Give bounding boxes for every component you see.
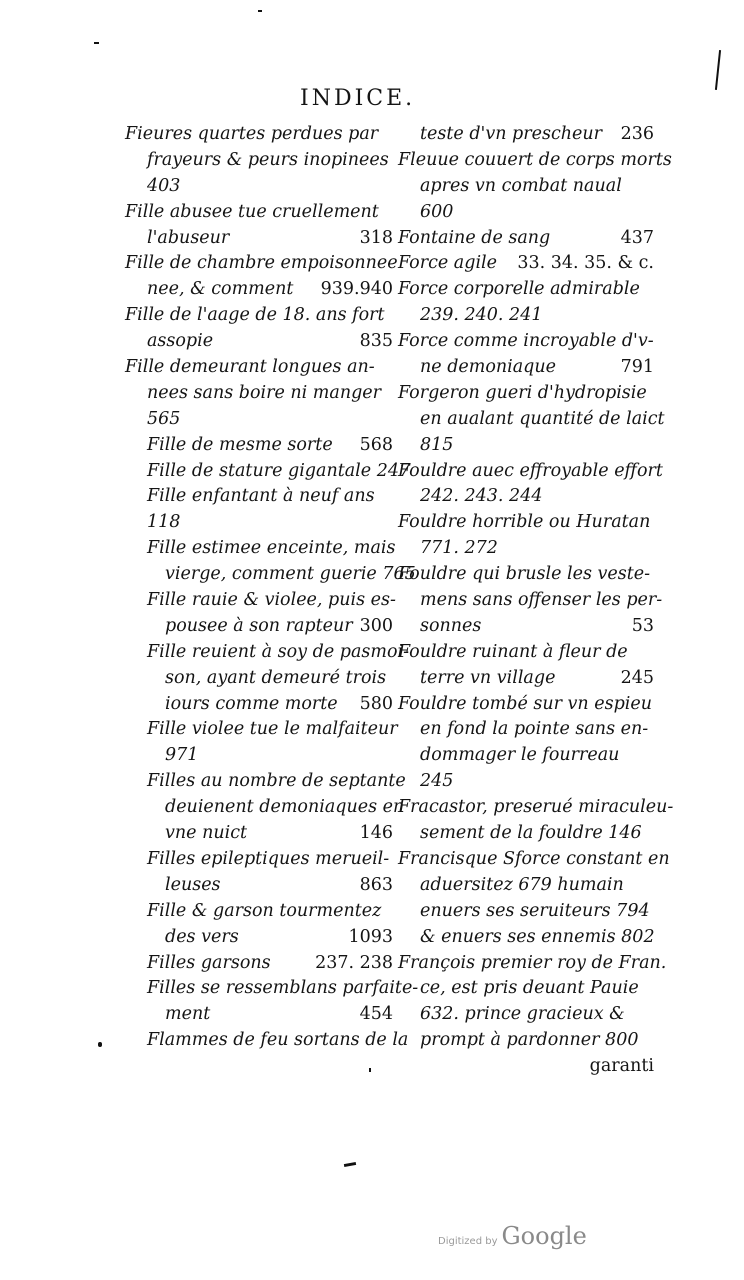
scan-speck — [258, 10, 262, 12]
index-entry: & enuers ses ennemis 802 — [420, 926, 655, 947]
index-entry: des vers 1093 — [165, 926, 393, 947]
index-entry: en fond la pointe sans en- — [420, 719, 649, 740]
index-entry: 118 — [147, 512, 181, 533]
index-entry: Fille de stature gigantale 247 — [147, 460, 411, 481]
index-entry: Fille de mesme sorte 568 — [147, 434, 393, 455]
index-entry: en aualant quantité de laict — [420, 408, 665, 429]
index-entry: pousee à son rapteur 300 — [165, 615, 393, 636]
index-entry: Fieures quartes perdues par — [125, 124, 379, 144]
index-entry: Fracastor, preserué miraculeu- — [398, 797, 674, 818]
index-entry: nee, & comment 939.940 — [147, 279, 393, 300]
right-column — [398, 122, 674, 1080]
index-entry: 565 — [147, 408, 181, 429]
index-entry: Fille rauie & violee, puis es- — [147, 590, 396, 611]
scan-speck — [344, 1162, 356, 1167]
index-entry: Fontaine de sang 437 — [398, 227, 654, 248]
index-entry: 632. prince gracieux & — [420, 1004, 625, 1025]
index-entry: Fouldre ruinant à fleur de — [398, 641, 628, 662]
index-entry: ce, est pris deuant Pauie — [420, 978, 639, 999]
digitized-by-google-watermark — [438, 1222, 587, 1250]
index-entry: Fouldre qui brusle les veste- — [398, 564, 651, 585]
index-entry: Filles epileptiques merueil- — [147, 848, 390, 869]
index-entry: apres vn combat naual — [420, 175, 622, 196]
index-entry: Fille violee tue le malfaiteur — [147, 719, 398, 740]
index-entry: Francisque Sforce constant en — [398, 848, 670, 869]
index-entry: prompt à pardonner 800 — [420, 1030, 639, 1051]
index-entry: Filles garsons 237. 238 — [147, 952, 393, 973]
index-entry: 771. 272 — [420, 538, 498, 559]
index-entry: terre vn village 245 — [420, 667, 654, 688]
scan-speck — [94, 42, 99, 44]
index-entry: 600 — [420, 201, 454, 222]
left-column — [125, 122, 419, 1054]
index-entry: Fille de chambre empoisonnee — [125, 253, 398, 274]
index-entry: Fille reuient à soy de pasmoi- — [147, 641, 410, 662]
scan-speck — [715, 50, 721, 90]
index-entry: Forgeron gueri d'hydropisie — [398, 382, 647, 403]
index-entry: enuers ses seruiteurs 794 — [420, 900, 650, 921]
index-entry: deuienent demoniaques en — [165, 797, 405, 818]
index-entry: Fille demeurant longues an- — [125, 357, 375, 378]
index-entry: Fille enfantant à neuf ans — [147, 486, 375, 507]
index-entry: Flammes de feu sortans de la — [147, 1030, 409, 1051]
index-entry: 403 — [147, 175, 181, 196]
index-entry: Fouldre tombé sur vn espieu — [398, 693, 653, 714]
index-entry: Fille estimee enceinte, mais — [147, 538, 396, 559]
catchword-line — [398, 1054, 654, 1080]
index-entry: Filles au nombre de septante — [147, 771, 406, 792]
index-entry: 245 — [420, 771, 454, 792]
digitized-label: Digitized by — [438, 1236, 498, 1247]
index-entry: nees sans boire ni manger — [147, 382, 382, 403]
index-entry: l'abuseur 318 — [147, 227, 393, 248]
index-entry: aduersitez 679 humain — [420, 874, 624, 895]
index-entry: François premier roy de Fran. — [398, 952, 667, 973]
index-entry: ne demoniaque 791 — [420, 357, 654, 378]
index-entry: Force agile 33. 34. 35. & c. — [398, 253, 654, 274]
index-entry: Force comme incroyable d'v- — [398, 331, 654, 352]
index-entry: sonnes 53 — [420, 615, 654, 636]
index-entry: 239. 240. 241 — [420, 305, 543, 326]
index-entry: Fille de l'aage de 18. ans fort — [125, 305, 385, 326]
scan-speck — [98, 1042, 102, 1047]
index-entry: dommager le fourreau — [420, 745, 620, 766]
index-entry: Fille abusee tue cruellement — [125, 201, 379, 222]
index-entry: assopie 835 — [147, 331, 393, 352]
index-entry: Fille & garson tourmentez — [147, 900, 382, 921]
index-entry: son, ayant demeuré trois — [165, 667, 387, 688]
index-entry: sement de la fouldre 146 — [420, 823, 642, 844]
google-logo: Google — [501, 1222, 587, 1250]
index-entry: ment 454 — [165, 1004, 393, 1025]
index-entry: vne nuict 146 — [165, 823, 393, 844]
index-entry: mens sans offenser les per- — [420, 590, 663, 611]
index-entry: teste d'vn prescheur 236 — [420, 124, 654, 144]
index-entry: leuses 863 — [165, 874, 393, 895]
index-entry: Filles se ressemblans parfaite- — [147, 978, 419, 999]
index-entry: Force corporelle admirable — [398, 279, 640, 300]
index-entry: iours comme morte 580 — [165, 693, 393, 714]
index-entry: frayeurs & peurs inopinees — [147, 149, 389, 170]
index-entry: Fouldre auec effroyable effort — [398, 460, 663, 481]
index-entry: 242. 243. 244 — [420, 486, 543, 507]
index-entry: Fleuue couuert de corps morts — [398, 149, 672, 170]
scan-speck — [369, 1068, 371, 1072]
page-header: INDICE. — [300, 86, 416, 111]
index-entry: Fouldre horrible ou Huratan — [398, 512, 651, 533]
index-entry: 815 — [420, 434, 454, 455]
index-entry: vierge, comment guerie 765 — [165, 564, 416, 585]
catchword: garanti — [589, 1056, 654, 1077]
index-entry: 971 — [165, 745, 199, 766]
